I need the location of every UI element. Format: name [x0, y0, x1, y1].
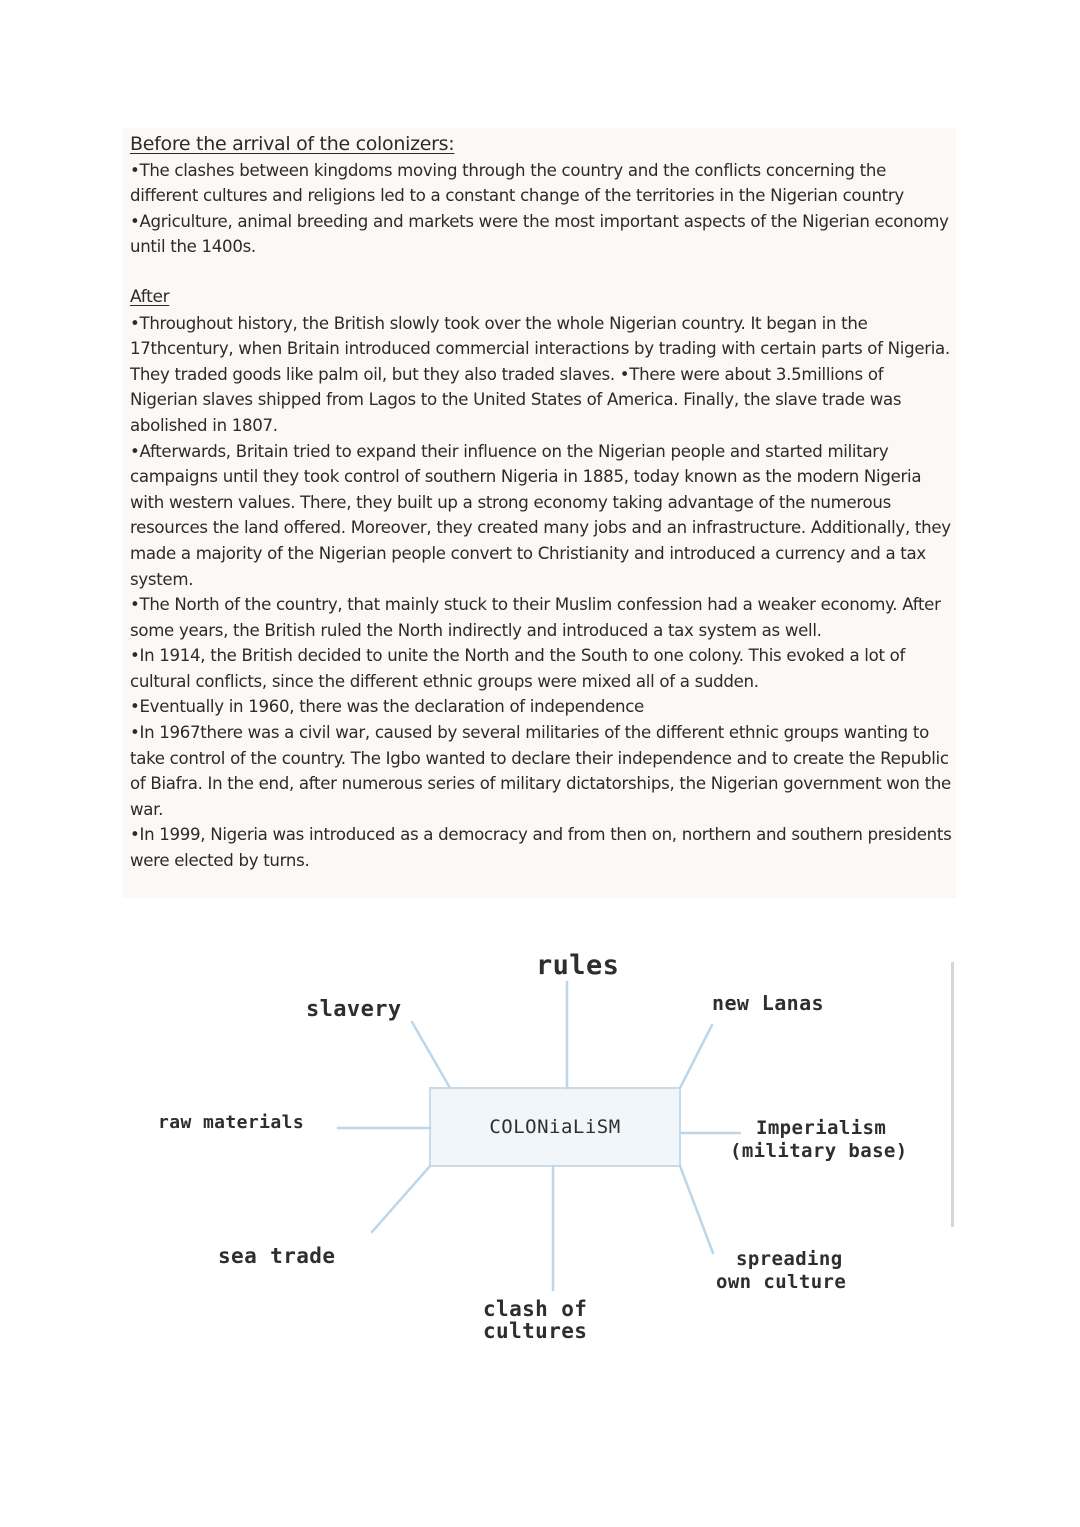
- after-paragraph-7: •In 1999, Nigeria was introduced as a democracy and from then on, northern and southern presidents were elected by turns.: [130, 825, 952, 871]
- after-paragraph-3: •The North of the country, that mainly stuck to their Muslim confession had a weaker economy. After some years, the British ruled the North indirectly and introduced a tax system as well.: [130, 595, 941, 640]
- before-bullet-2: •Agriculture, animal breeding and markets were the most important aspects of the Nigerian economy until the 1400s.: [130, 211, 949, 257]
- after-paragraph-2: •Afterwards, Britain tried to expand their influence on the Nigerian people and started military campaigns until they took control of southern Nigeria in 1885, today known as the modern Nigeria with western values. There, they built up a strong economy taking advantage of the numerous resources the land offered. Moreover, they created many jobs and an infrastructure. Additionally, they made a majority of the Nigerian people convert to Christianity and introduced a currency and a tax system.: [130, 441, 951, 589]
- before-bullet-1: •The clashes between kingdoms moving through the country and the conflicts concerning the different cultures and religions led to a constant change of the territories in the Nigerian country: [130, 160, 904, 206]
- after-paragraph-6: •In 1967there was a civil war, caused by several militaries of the different ethnic groups wanting to take control of the country. The Igbo wanted to declare their independence and to create the Republic of Biafra. In the end, after numerous series of military dictatorships, the Nigerian government won the war.: [130, 723, 951, 819]
- mindmap-center-label: COLONiaLiSM: [489, 1116, 621, 1138]
- node-slavery: slavery: [306, 997, 402, 1022]
- node-clash-line-1: clash of: [483, 1297, 588, 1321]
- connector-sea-trade: [372, 1166, 430, 1232]
- node-rules: rules: [536, 950, 620, 981]
- node-imperialism-line-1: Imperialism: [756, 1117, 887, 1139]
- connector-new-lands: [680, 1025, 712, 1088]
- before-heading: Before the arrival of the colonizers:: [130, 133, 455, 155]
- after-paragraph-5: •Eventually in 1960, there was the declaration of independence: [130, 697, 644, 717]
- after-heading: After: [130, 286, 170, 307]
- node-new-lands: new Lanas: [712, 991, 824, 1015]
- node-clash-line-2: cultures: [483, 1319, 588, 1343]
- node-spreading-line-1: spreading: [736, 1248, 843, 1270]
- node-raw-materials: raw materials: [158, 1112, 305, 1133]
- after-paragraph-1: •Throughout history, the British slowly took over the whole Nigerian country. It began in the 17thcentury, when Britain introduced commercial interactions by trading with certain parts of Nigeria. They traded goods like palm oil, but they also traded slaves. •There were about 3.5millions of Nigerian slaves shipped from Lagos to the United States of America. Finally, the slave trade was abolished in 1807.: [130, 313, 950, 435]
- after-paragraph-4: •In 1914, the British decided to unite the North and the South to one colony. This evoked a lot of cultural conflicts, since the different ethnic groups were mixed all of a sudden.: [130, 646, 906, 691]
- connector-spreading: [680, 1166, 713, 1253]
- node-sea-trade: sea trade: [218, 1244, 336, 1268]
- connector-slavery: [412, 1022, 450, 1088]
- node-imperialism-line-2: (military base): [730, 1140, 908, 1162]
- node-spreading-line-2: own culture: [716, 1271, 847, 1293]
